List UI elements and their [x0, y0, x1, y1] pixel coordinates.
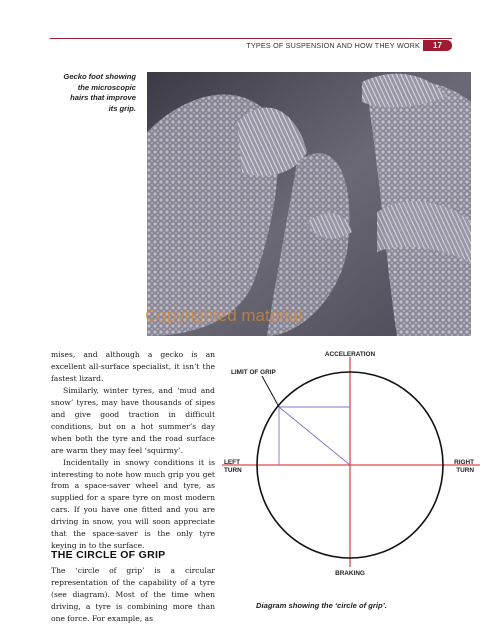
limit-vector-diagonal [279, 407, 350, 465]
copyright-watermark: Copyrighted material [145, 306, 302, 325]
label-left-turn-line1: LEFT [224, 459, 240, 466]
label-right-turn-line2: TURN [456, 467, 474, 474]
photo-caption-line: its grip. [108, 103, 136, 113]
limit-leader-line [262, 376, 279, 407]
body-paragraph: Similarly, winter tyres, and ‘mud and snow’ tyres, may have thousands of sipes and give good traction in difficult conditions, but on a hot summer’s day when both the tyre and the road surface are warm they may feel ‘squirmy’. [51, 385, 215, 455]
label-left-turn-line2: TURN [224, 467, 242, 474]
gecko-foot-photo [147, 72, 471, 336]
body-paragraph: Incidentally in snowy conditions it is interesting to note how much grip you get from a space-saver wheel and tyre, as supplied for a spare tyre on most modern cars. If you have one fitted and you are driving in snow, you will soon appreciate that the space-saver is the only tyre keying in to the surface. [51, 457, 215, 551]
photo-caption-line: hairs that improve [70, 93, 136, 102]
label-limit-of-grip: LIMIT OF GRIP [231, 369, 276, 376]
body-paragraph: mises, and although a gecko is an excellent all-surface specialist, it isn’t the fastest lizard. [51, 350, 215, 383]
header-rule [50, 38, 452, 39]
body-column-bottom [51, 565, 215, 625]
photo-caption-line: the microscopic [77, 82, 136, 92]
section-heading: THE CIRCLE OF GRIP [51, 549, 166, 561]
body-column-top [51, 349, 215, 552]
label-right-turn-line1: RIGHT [454, 459, 474, 466]
diagram-caption: Diagram showing the ‘circle of grip’. [256, 601, 387, 610]
circle-of-grip-diagram [222, 345, 482, 595]
label-acceleration: ACCELERATION [324, 351, 376, 358]
photo-caption-line: Gecko foot showing [63, 72, 136, 81]
photo-caption [50, 72, 136, 114]
page-number-badge: 17 [423, 40, 452, 51]
running-header: TYPES OF SUSPENSION AND HOW THEY WORK [246, 41, 420, 50]
body-paragraph: The ‘circle of grip’ is a circular representation of the capability of a tyre (see diagram). Most of the time when driving, a tyre is combining more than one force. For example, as [51, 566, 215, 623]
label-braking: BRAKING [335, 570, 365, 577]
gecko-foot-illustration [147, 72, 471, 336]
